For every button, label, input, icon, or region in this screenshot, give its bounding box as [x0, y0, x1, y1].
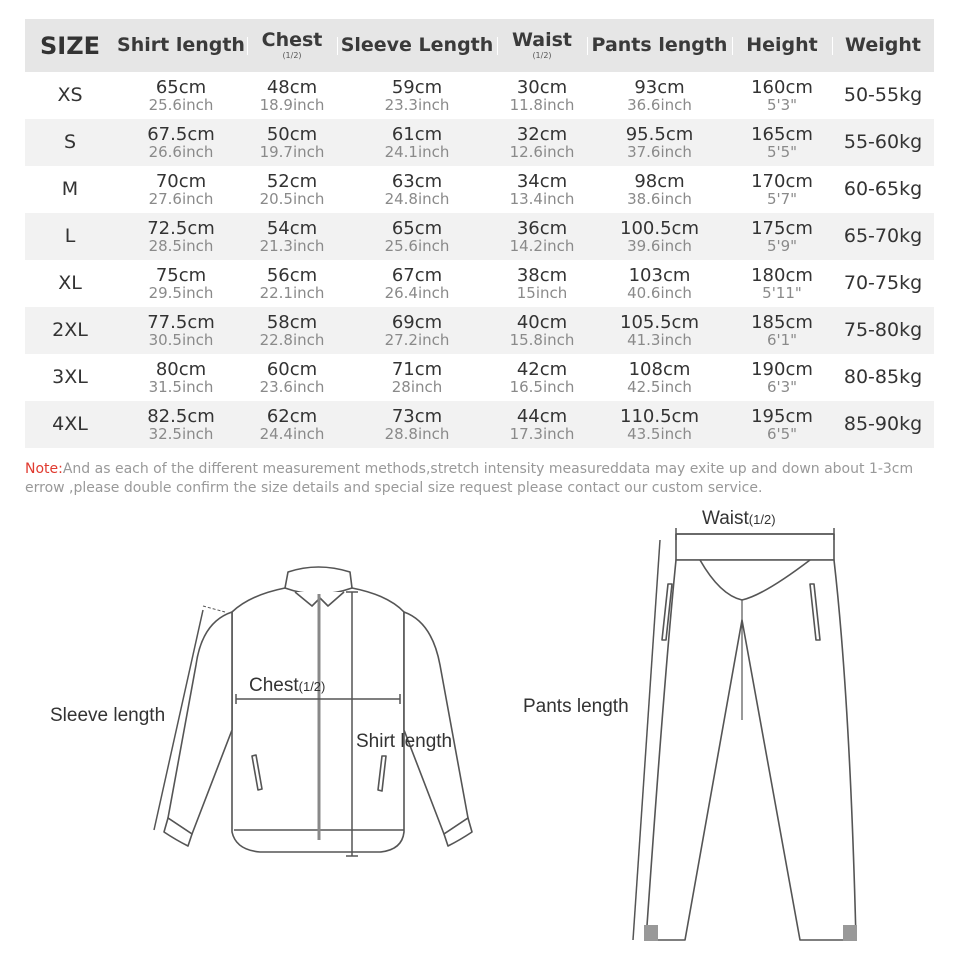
- imperial-value: 28inch: [391, 377, 443, 396]
- imperial-value: 6'3": [766, 377, 798, 396]
- size-cell: 3XL: [52, 366, 88, 388]
- metric-value: 67.5cm: [147, 123, 215, 145]
- weight-cell: 50-55kg: [843, 84, 923, 106]
- imperial-value: 24.4inch: [259, 424, 325, 443]
- imperial-value: 27.2inch: [384, 330, 450, 349]
- imperial-value: 5'5": [766, 142, 798, 161]
- header-chest-sub: (1/2): [282, 51, 302, 60]
- imperial-value: 28.5inch: [148, 236, 214, 255]
- metric-value: 60cm: [266, 358, 318, 380]
- metric-value: 103cm: [628, 264, 691, 286]
- metric-value: 58cm: [266, 311, 318, 333]
- imperial-value: 32.5inch: [148, 424, 214, 443]
- size-cell: 2XL: [52, 319, 88, 341]
- metric-value: 185cm: [751, 311, 813, 333]
- metric-value: 36cm: [516, 217, 568, 239]
- header-pants-length: Pants length: [591, 34, 728, 56]
- metric-value: 73cm: [391, 405, 443, 427]
- metric-value: 40cm: [516, 311, 568, 333]
- weight-cell: 70-75kg: [843, 272, 923, 294]
- metric-value: 52cm: [266, 170, 318, 192]
- header-size: SIZE: [39, 31, 100, 60]
- note-label: Note:: [25, 461, 63, 477]
- imperial-value: 21.3inch: [259, 236, 325, 255]
- imperial-value: 37.6inch: [627, 142, 692, 161]
- metric-value: 30cm: [516, 76, 568, 98]
- imperial-value: 30.5inch: [148, 330, 214, 349]
- imperial-value: 13.4inch: [509, 189, 575, 208]
- metric-value: 50cm: [266, 123, 318, 145]
- metric-value: 80cm: [155, 358, 207, 380]
- imperial-value: 39.6inch: [627, 236, 692, 255]
- imperial-value: 28.8inch: [384, 424, 450, 443]
- metric-value: 175cm: [751, 217, 813, 239]
- imperial-value: 15.8inch: [509, 330, 575, 349]
- weight-cell: 85-90kg: [843, 413, 923, 435]
- imperial-value: 22.8inch: [259, 330, 325, 349]
- metric-value: 180cm: [751, 264, 813, 286]
- metric-value: 195cm: [751, 405, 813, 427]
- imperial-value: 5'7": [766, 189, 798, 208]
- imperial-value: 18.9inch: [259, 95, 325, 114]
- imperial-value: 27.6inch: [148, 189, 214, 208]
- metric-value: 70cm: [155, 170, 207, 192]
- imperial-value: 23.6inch: [259, 377, 325, 396]
- imperial-value: 41.3inch: [627, 330, 692, 349]
- imperial-value: 15inch: [516, 283, 568, 302]
- imperial-value: 12.6inch: [509, 142, 575, 161]
- imperial-value: 40.6inch: [627, 283, 692, 302]
- metric-value: 44cm: [516, 405, 568, 427]
- pants-drawing: [646, 534, 856, 940]
- header-waist: Waist (1/2): [497, 31, 587, 60]
- imperial-value: 25.6inch: [148, 95, 214, 114]
- metric-value: 82.5cm: [147, 405, 215, 427]
- metric-value: 65cm: [155, 76, 207, 98]
- weight-cell: 60-65kg: [843, 178, 923, 200]
- imperial-value: 31.5inch: [148, 377, 214, 396]
- metric-value: 32cm: [516, 123, 568, 145]
- label-chest: Chest(1/2): [249, 675, 326, 696]
- metric-value: 59cm: [391, 76, 443, 98]
- imperial-value: 6'5": [766, 424, 798, 443]
- imperial-value: 17.3inch: [509, 424, 575, 443]
- label-pants-length: Pants length: [523, 696, 629, 717]
- weight-cell: 55-60kg: [843, 131, 923, 153]
- label-waist: Waist(1/2): [702, 508, 776, 529]
- metric-value: 67cm: [391, 264, 443, 286]
- metric-value: 160cm: [751, 76, 813, 98]
- metric-value: 170cm: [751, 170, 813, 192]
- metric-value: 105.5cm: [620, 311, 699, 333]
- metric-value: 63cm: [391, 170, 443, 192]
- metric-value: 100.5cm: [620, 217, 699, 239]
- imperial-value: 24.1inch: [384, 142, 450, 161]
- imperial-value: 25.6inch: [384, 236, 450, 255]
- imperial-value: 23.3inch: [384, 95, 450, 114]
- metric-value: 95.5cm: [625, 123, 694, 145]
- imperial-value: 43.5inch: [627, 424, 692, 443]
- imperial-value: 29.5inch: [148, 283, 214, 302]
- note-text: And as each of the different measurement methods,stretch intensity measureddata may exite up and down about 1-3cm errow ,please double confirm the size details and special size request please contact our custom service.: [25, 461, 914, 496]
- metric-value: 72.5cm: [147, 217, 215, 239]
- metric-value: 165cm: [751, 123, 813, 145]
- header-waist-sub: (1/2): [532, 51, 552, 60]
- label-shirt-length: Shirt length: [356, 731, 453, 752]
- size-cell: 4XL: [52, 413, 88, 435]
- metric-value: 48cm: [266, 76, 318, 98]
- metric-value: 69cm: [391, 311, 443, 333]
- imperial-value: 5'3": [766, 95, 798, 114]
- imperial-value: 16.5inch: [509, 377, 575, 396]
- imperial-value: 42.5inch: [627, 377, 692, 396]
- size-cell: M: [61, 178, 79, 200]
- imperial-value: 6'1": [766, 330, 798, 349]
- size-cell: XL: [58, 272, 82, 294]
- metric-value: 42cm: [516, 358, 568, 380]
- metric-value: 108cm: [628, 358, 691, 380]
- metric-value: 34cm: [516, 170, 568, 192]
- imperial-value: 36.6inch: [627, 95, 692, 114]
- imperial-value: 11.8inch: [509, 95, 575, 114]
- header-height: Height: [746, 34, 818, 56]
- imperial-value: 26.6inch: [148, 142, 214, 161]
- size-cell: XS: [57, 84, 83, 106]
- metric-value: 77.5cm: [147, 311, 215, 333]
- metric-value: 61cm: [391, 123, 443, 145]
- imperial-value: 5'11": [762, 283, 802, 302]
- label-sleeve-length: Sleeve length: [50, 705, 166, 726]
- imperial-value: 19.7inch: [259, 142, 325, 161]
- header-weight: Weight: [845, 34, 921, 56]
- header-chest: Chest (1/2): [247, 31, 337, 60]
- size-cell: L: [64, 225, 76, 247]
- weight-cell: 75-80kg: [843, 319, 923, 341]
- metric-value: 62cm: [266, 405, 318, 427]
- metric-value: 65cm: [391, 217, 443, 239]
- imperial-value: 5'9": [766, 236, 798, 255]
- imperial-value: 24.8inch: [384, 189, 450, 208]
- metric-value: 71cm: [391, 358, 443, 380]
- imperial-value: 20.5inch: [259, 189, 325, 208]
- metric-value: 110.5cm: [620, 405, 699, 427]
- weight-cell: 65-70kg: [843, 225, 923, 247]
- metric-value: 190cm: [751, 358, 813, 380]
- imperial-value: 14.2inch: [509, 236, 575, 255]
- metric-value: 98cm: [634, 170, 685, 192]
- imperial-value: 26.4inch: [384, 283, 450, 302]
- metric-value: 93cm: [634, 76, 685, 98]
- metric-value: 75cm: [155, 264, 207, 286]
- metric-value: 56cm: [266, 264, 318, 286]
- imperial-value: 38.6inch: [627, 189, 692, 208]
- header-shirt-length: Shirt length: [117, 34, 245, 56]
- metric-value: 54cm: [266, 217, 318, 239]
- weight-cell: 80-85kg: [843, 366, 923, 388]
- metric-value: 38cm: [516, 264, 568, 286]
- header-sleeve-length: Sleeve Length: [340, 34, 494, 56]
- imperial-value: 22.1inch: [259, 283, 325, 302]
- size-cell: S: [63, 131, 77, 153]
